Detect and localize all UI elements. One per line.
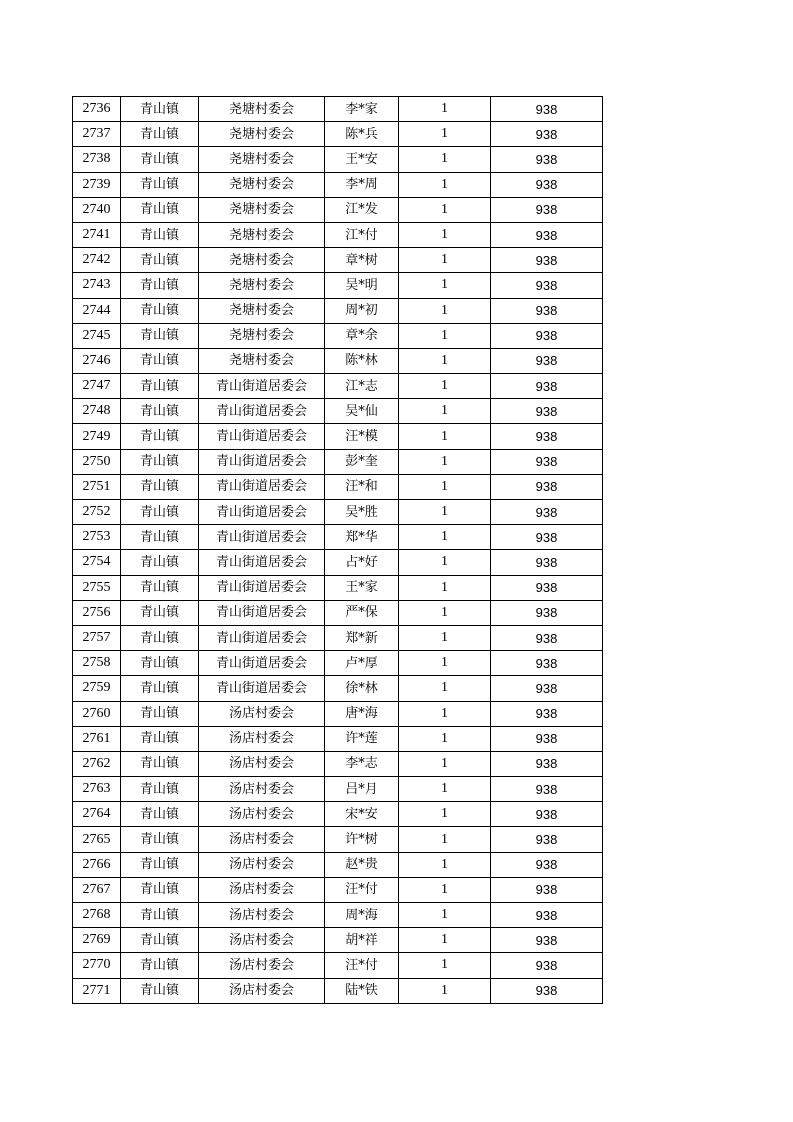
count-cell: 1 [399,474,491,499]
serial-number-cell: 2755 [73,575,121,600]
committee-cell: 尧塘村委会 [199,273,325,298]
serial-number-cell: 2747 [73,374,121,399]
committee-cell: 汤店村委会 [199,751,325,776]
person-name-cell: 汪*模 [325,424,399,449]
serial-number-cell: 2760 [73,701,121,726]
amount-cell: 938 [491,852,603,877]
amount-cell: 938 [491,726,603,751]
person-name-cell: 徐*林 [325,676,399,701]
serial-number-cell: 2741 [73,222,121,247]
town-cell: 青山镇 [121,978,199,1003]
town-cell: 青山镇 [121,273,199,298]
table-row [73,877,603,902]
town-cell: 青山镇 [121,474,199,499]
table-row [73,248,603,273]
person-name-cell: 郑*华 [325,525,399,550]
town-cell: 青山镇 [121,651,199,676]
serial-number-cell: 2757 [73,625,121,650]
serial-number-cell: 2753 [73,525,121,550]
serial-number-cell: 2768 [73,903,121,928]
person-name-cell: 江*发 [325,197,399,222]
serial-number-cell: 2740 [73,197,121,222]
amount-cell: 938 [491,399,603,424]
town-cell: 青山镇 [121,726,199,751]
count-cell: 1 [399,122,491,147]
table-row [73,852,603,877]
count-cell: 1 [399,197,491,222]
table-row [73,777,603,802]
committee-cell: 尧塘村委会 [199,172,325,197]
amount-cell: 938 [491,273,603,298]
serial-number-cell: 2746 [73,348,121,373]
table-row [73,953,603,978]
amount-cell: 938 [491,172,603,197]
serial-number-cell: 2748 [73,399,121,424]
amount-cell: 938 [491,323,603,348]
serial-number-cell: 2743 [73,273,121,298]
committee-cell: 汤店村委会 [199,701,325,726]
town-cell: 青山镇 [121,197,199,222]
town-cell: 青山镇 [121,97,199,122]
town-cell: 青山镇 [121,298,199,323]
town-cell: 青山镇 [121,147,199,172]
person-name-cell: 章*树 [325,248,399,273]
amount-cell: 938 [491,600,603,625]
count-cell: 1 [399,625,491,650]
person-name-cell: 陆*铁 [325,978,399,1003]
person-name-cell: 许*莲 [325,726,399,751]
amount-cell: 938 [491,248,603,273]
amount-cell: 938 [491,474,603,499]
town-cell: 青山镇 [121,348,199,373]
table-row [73,399,603,424]
town-cell: 青山镇 [121,827,199,852]
count-cell: 1 [399,575,491,600]
amount-cell: 938 [491,298,603,323]
committee-cell: 青山街道居委会 [199,625,325,650]
count-cell: 1 [399,172,491,197]
town-cell: 青山镇 [121,575,199,600]
person-name-cell: 章*余 [325,323,399,348]
town-cell: 青山镇 [121,424,199,449]
count-cell: 1 [399,928,491,953]
town-cell: 青山镇 [121,751,199,776]
count-cell: 1 [399,424,491,449]
person-name-cell: 吴*明 [325,273,399,298]
person-name-cell: 胡*祥 [325,928,399,953]
serial-number-cell: 2759 [73,676,121,701]
table-row [73,298,603,323]
committee-cell: 尧塘村委会 [199,97,325,122]
person-name-cell: 李*家 [325,97,399,122]
person-name-cell: 严*保 [325,600,399,625]
committee-cell: 汤店村委会 [199,802,325,827]
serial-number-cell: 2756 [73,600,121,625]
town-cell: 青山镇 [121,248,199,273]
committee-cell: 汤店村委会 [199,726,325,751]
serial-number-cell: 2764 [73,802,121,827]
person-name-cell: 汪*付 [325,953,399,978]
town-cell: 青山镇 [121,172,199,197]
committee-cell: 青山街道居委会 [199,651,325,676]
count-cell: 1 [399,222,491,247]
serial-number-cell: 2762 [73,751,121,776]
person-name-cell: 吕*月 [325,777,399,802]
count-cell: 1 [399,827,491,852]
count-cell: 1 [399,500,491,525]
amount-cell: 938 [491,751,603,776]
committee-cell: 汤店村委会 [199,852,325,877]
amount-cell: 938 [491,953,603,978]
amount-cell: 938 [491,550,603,575]
town-cell: 青山镇 [121,374,199,399]
count-cell: 1 [399,348,491,373]
table-row [73,222,603,247]
count-cell: 1 [399,978,491,1003]
committee-cell: 尧塘村委会 [199,147,325,172]
committee-cell: 尧塘村委会 [199,348,325,373]
amount-cell: 938 [491,877,603,902]
table-row [73,625,603,650]
count-cell: 1 [399,399,491,424]
table-row [73,172,603,197]
amount-cell: 938 [491,424,603,449]
serial-number-cell: 2738 [73,147,121,172]
count-cell: 1 [399,777,491,802]
count-cell: 1 [399,877,491,902]
table-row [73,903,603,928]
committee-cell: 尧塘村委会 [199,298,325,323]
amount-cell: 938 [491,449,603,474]
count-cell: 1 [399,550,491,575]
town-cell: 青山镇 [121,525,199,550]
town-cell: 青山镇 [121,222,199,247]
amount-cell: 938 [491,903,603,928]
person-name-cell: 江*付 [325,222,399,247]
amount-cell: 938 [491,500,603,525]
person-name-cell: 吴*仙 [325,399,399,424]
serial-number-cell: 2754 [73,550,121,575]
person-name-cell: 唐*海 [325,701,399,726]
town-cell: 青山镇 [121,600,199,625]
committee-cell: 青山街道居委会 [199,575,325,600]
table-row [73,701,603,726]
town-cell: 青山镇 [121,802,199,827]
serial-number-cell: 2736 [73,97,121,122]
committee-cell: 汤店村委会 [199,928,325,953]
table-row [73,424,603,449]
amount-cell: 938 [491,701,603,726]
count-cell: 1 [399,651,491,676]
committee-cell: 尧塘村委会 [199,122,325,147]
amount-cell: 938 [491,147,603,172]
roster-table [72,96,603,1004]
table-row [73,97,603,122]
town-cell: 青山镇 [121,550,199,575]
person-name-cell: 宋*安 [325,802,399,827]
town-cell: 青山镇 [121,122,199,147]
count-cell: 1 [399,323,491,348]
amount-cell: 938 [491,525,603,550]
table-row [73,474,603,499]
town-cell: 青山镇 [121,500,199,525]
person-name-cell: 王*安 [325,147,399,172]
committee-cell: 青山街道居委会 [199,500,325,525]
count-cell: 1 [399,726,491,751]
town-cell: 青山镇 [121,953,199,978]
table-row [73,374,603,399]
committee-cell: 尧塘村委会 [199,197,325,222]
person-name-cell: 李*志 [325,751,399,776]
count-cell: 1 [399,97,491,122]
amount-cell: 938 [491,651,603,676]
table-row [73,525,603,550]
table-row [73,550,603,575]
table-row [73,978,603,1003]
serial-number-cell: 2749 [73,424,121,449]
person-name-cell: 陈*兵 [325,122,399,147]
town-cell: 青山镇 [121,852,199,877]
committee-cell: 汤店村委会 [199,903,325,928]
town-cell: 青山镇 [121,449,199,474]
table-row [73,500,603,525]
committee-cell: 青山街道居委会 [199,399,325,424]
serial-number-cell: 2744 [73,298,121,323]
count-cell: 1 [399,273,491,298]
amount-cell: 938 [491,374,603,399]
committee-cell: 汤店村委会 [199,953,325,978]
person-name-cell: 江*志 [325,374,399,399]
count-cell: 1 [399,701,491,726]
table-row [73,147,603,172]
serial-number-cell: 2752 [73,500,121,525]
table-row [73,827,603,852]
amount-cell: 938 [491,197,603,222]
amount-cell: 938 [491,122,603,147]
serial-number-cell: 2737 [73,122,121,147]
committee-cell: 青山街道居委会 [199,374,325,399]
count-cell: 1 [399,751,491,776]
person-name-cell: 卢*厚 [325,651,399,676]
committee-cell: 汤店村委会 [199,877,325,902]
table-row [73,751,603,776]
count-cell: 1 [399,903,491,928]
committee-cell: 汤店村委会 [199,777,325,802]
table-row [73,651,603,676]
serial-number-cell: 2761 [73,726,121,751]
count-cell: 1 [399,525,491,550]
table-row [73,197,603,222]
person-name-cell: 周*初 [325,298,399,323]
committee-cell: 尧塘村委会 [199,222,325,247]
committee-cell: 青山街道居委会 [199,525,325,550]
town-cell: 青山镇 [121,701,199,726]
person-name-cell: 许*树 [325,827,399,852]
person-name-cell: 彭*奎 [325,449,399,474]
town-cell: 青山镇 [121,676,199,701]
table-row [73,600,603,625]
count-cell: 1 [399,374,491,399]
amount-cell: 938 [491,222,603,247]
count-cell: 1 [399,449,491,474]
serial-number-cell: 2758 [73,651,121,676]
committee-cell: 青山街道居委会 [199,474,325,499]
person-name-cell: 赵*贵 [325,852,399,877]
count-cell: 1 [399,676,491,701]
committee-cell: 青山街道居委会 [199,600,325,625]
person-name-cell: 吴*胜 [325,500,399,525]
serial-number-cell: 2769 [73,928,121,953]
serial-number-cell: 2745 [73,323,121,348]
town-cell: 青山镇 [121,877,199,902]
roster-table-body [73,97,603,1004]
count-cell: 1 [399,298,491,323]
count-cell: 1 [399,953,491,978]
committee-cell: 汤店村委会 [199,978,325,1003]
serial-number-cell: 2767 [73,877,121,902]
count-cell: 1 [399,248,491,273]
person-name-cell: 周*海 [325,903,399,928]
count-cell: 1 [399,852,491,877]
town-cell: 青山镇 [121,777,199,802]
person-name-cell: 占*好 [325,550,399,575]
amount-cell: 938 [491,777,603,802]
amount-cell: 938 [491,827,603,852]
serial-number-cell: 2771 [73,978,121,1003]
town-cell: 青山镇 [121,399,199,424]
serial-number-cell: 2765 [73,827,121,852]
amount-cell: 938 [491,575,603,600]
town-cell: 青山镇 [121,323,199,348]
serial-number-cell: 2750 [73,449,121,474]
person-name-cell: 李*周 [325,172,399,197]
committee-cell: 青山街道居委会 [199,550,325,575]
serial-number-cell: 2751 [73,474,121,499]
amount-cell: 938 [491,928,603,953]
committee-cell: 尧塘村委会 [199,248,325,273]
town-cell: 青山镇 [121,903,199,928]
table-row [73,575,603,600]
serial-number-cell: 2739 [73,172,121,197]
amount-cell: 938 [491,676,603,701]
table-row [73,449,603,474]
table-row [73,928,603,953]
person-name-cell: 陈*林 [325,348,399,373]
committee-cell: 尧塘村委会 [199,323,325,348]
amount-cell: 938 [491,802,603,827]
committee-cell: 汤店村委会 [199,827,325,852]
table-row [73,122,603,147]
table-row [73,726,603,751]
committee-cell: 青山街道居委会 [199,676,325,701]
amount-cell: 938 [491,625,603,650]
amount-cell: 938 [491,348,603,373]
count-cell: 1 [399,802,491,827]
count-cell: 1 [399,147,491,172]
amount-cell: 938 [491,978,603,1003]
table-row [73,348,603,373]
serial-number-cell: 2763 [73,777,121,802]
person-name-cell: 王*家 [325,575,399,600]
table-row [73,676,603,701]
committee-cell: 青山街道居委会 [199,449,325,474]
serial-number-cell: 2742 [73,248,121,273]
town-cell: 青山镇 [121,625,199,650]
person-name-cell: 汪*和 [325,474,399,499]
table-row [73,273,603,298]
town-cell: 青山镇 [121,928,199,953]
amount-cell: 938 [491,97,603,122]
table-row [73,802,603,827]
person-name-cell: 汪*付 [325,877,399,902]
table-row [73,323,603,348]
serial-number-cell: 2770 [73,953,121,978]
serial-number-cell: 2766 [73,852,121,877]
person-name-cell: 郑*新 [325,625,399,650]
committee-cell: 青山街道居委会 [199,424,325,449]
count-cell: 1 [399,600,491,625]
